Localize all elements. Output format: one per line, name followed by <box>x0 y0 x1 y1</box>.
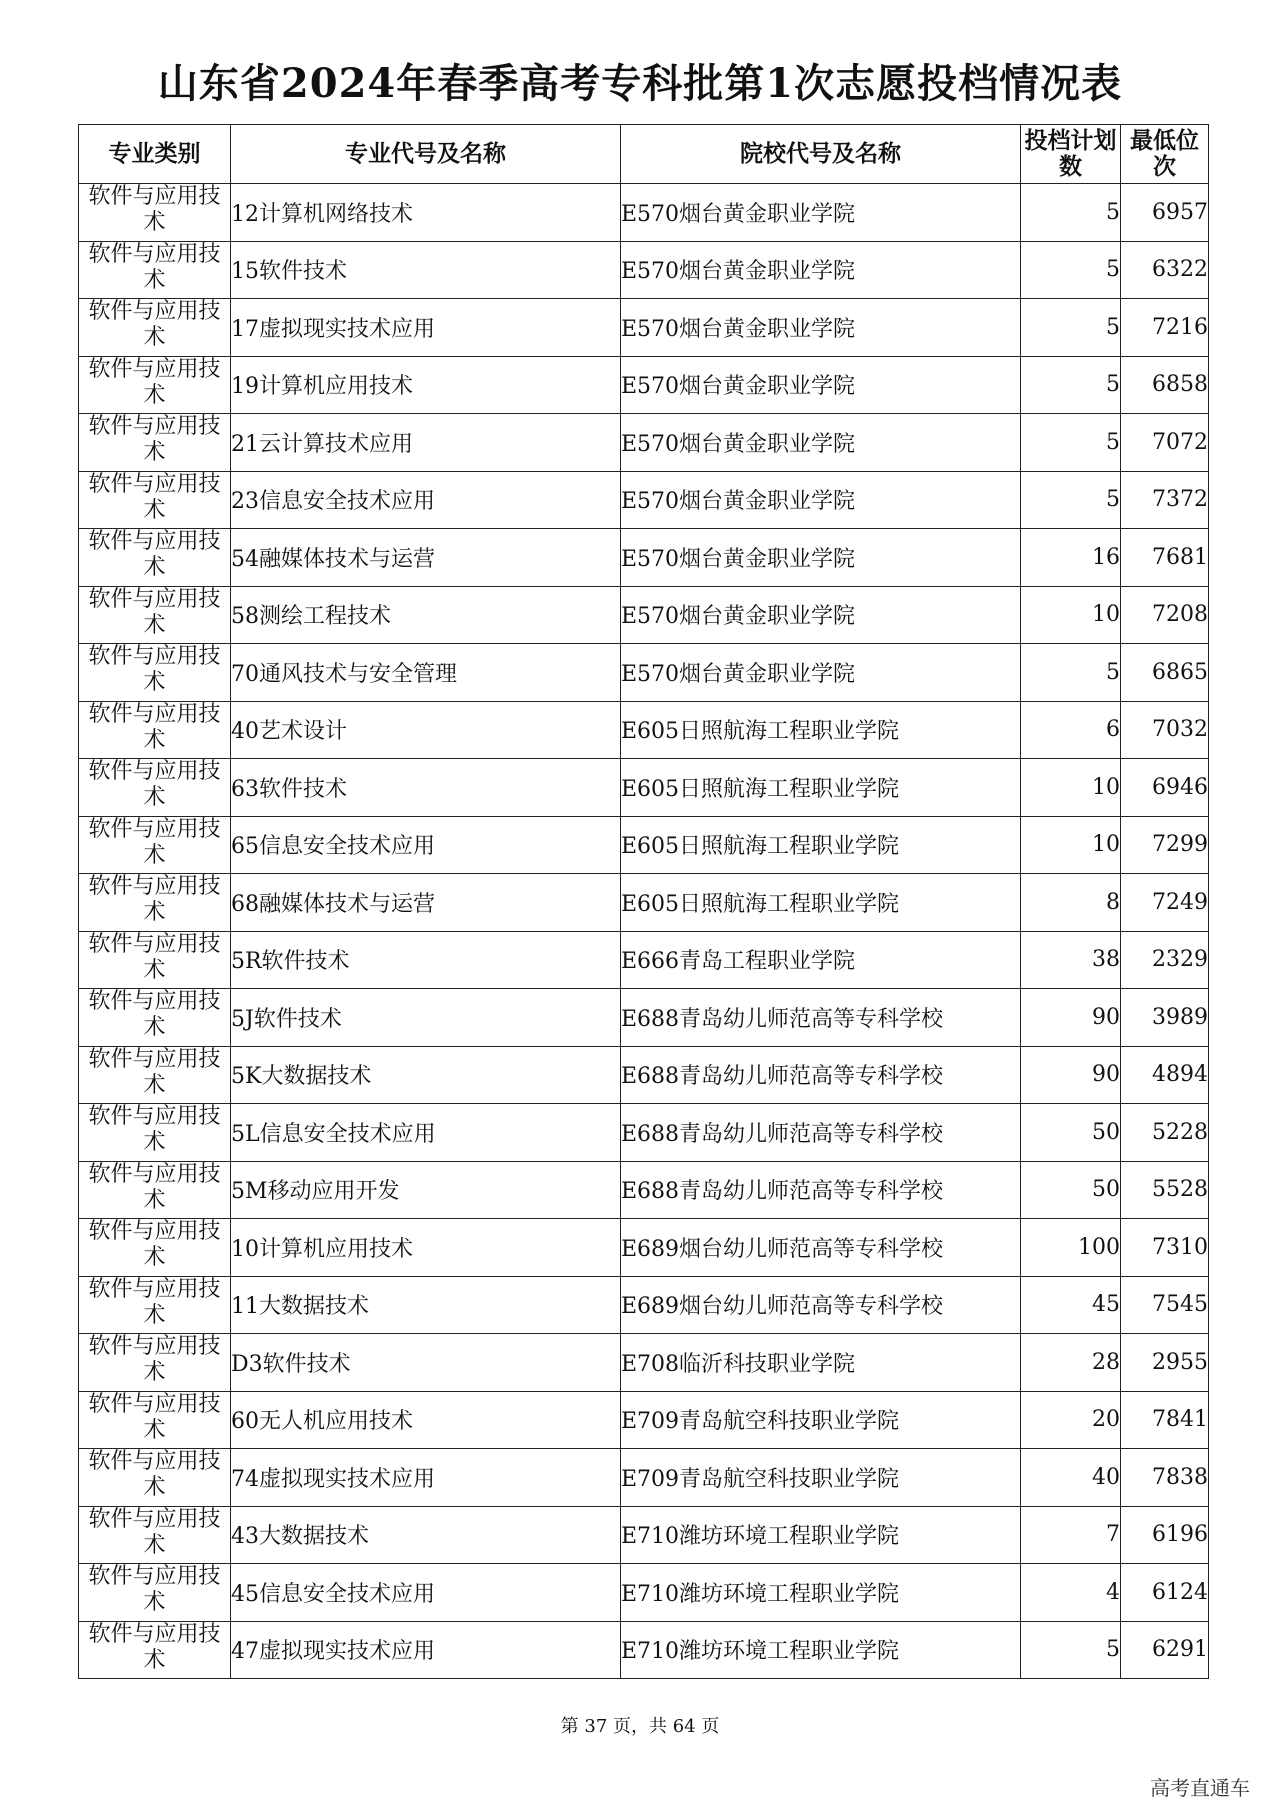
cell-plan: 5 <box>1021 299 1121 357</box>
cell-category: 软件与应用技术 <box>79 1161 231 1219</box>
cell-school: E570烟台黄金职业学院 <box>621 356 1021 414</box>
cell-school: E688青岛幼儿师范高等专科学校 <box>621 1104 1021 1162</box>
cell-min-rank: 6957 <box>1121 184 1209 242</box>
cell-plan: 90 <box>1021 989 1121 1047</box>
cell-category: 软件与应用技术 <box>79 299 231 357</box>
admission-table <box>78 124 1209 1679</box>
cell-school: E688青岛幼儿师范高等专科学校 <box>621 989 1021 1047</box>
cell-school: E709青岛航空科技职业学院 <box>621 1391 1021 1449</box>
cell-category: 软件与应用技术 <box>79 586 231 644</box>
table-row <box>79 1564 1209 1622</box>
cell-plan: 5 <box>1021 241 1121 299</box>
cell-major: 58测绘工程技术 <box>231 586 621 644</box>
table-row <box>79 1621 1209 1679</box>
header-major: 专业代号及名称 <box>231 125 621 184</box>
cell-plan: 10 <box>1021 759 1121 817</box>
cell-plan: 90 <box>1021 1046 1121 1104</box>
cell-major: 63软件技术 <box>231 759 621 817</box>
cell-min-rank: 7838 <box>1121 1449 1209 1507</box>
table-row <box>79 644 1209 702</box>
cell-category: 软件与应用技术 <box>79 989 231 1047</box>
cell-plan: 7 <box>1021 1506 1121 1564</box>
cell-major: 5M移动应用开发 <box>231 1161 621 1219</box>
header-plan: 投档计划数 <box>1021 125 1121 184</box>
cell-plan: 16 <box>1021 529 1121 587</box>
table-header-row <box>79 125 1209 184</box>
cell-major: 74虚拟现实技术应用 <box>231 1449 621 1507</box>
cell-min-rank: 6291 <box>1121 1621 1209 1679</box>
cell-school: E710潍坊环境工程职业学院 <box>621 1621 1021 1679</box>
table-row <box>79 529 1209 587</box>
cell-major: D3软件技术 <box>231 1334 621 1392</box>
table-row <box>79 1219 1209 1277</box>
cell-major: 5L信息安全技术应用 <box>231 1104 621 1162</box>
cell-plan: 4 <box>1021 1564 1121 1622</box>
cell-category: 软件与应用技术 <box>79 471 231 529</box>
cell-category: 软件与应用技术 <box>79 1621 231 1679</box>
cell-category: 软件与应用技术 <box>79 1564 231 1622</box>
cell-school: E709青岛航空科技职业学院 <box>621 1449 1021 1507</box>
cell-school: E570烟台黄金职业学院 <box>621 414 1021 472</box>
cell-min-rank: 7372 <box>1121 471 1209 529</box>
cell-major: 23信息安全技术应用 <box>231 471 621 529</box>
page-title: 山东省2024年春季高考专科批第1次志愿投档情况表 <box>157 60 1123 107</box>
cell-plan: 100 <box>1021 1219 1121 1277</box>
cell-min-rank: 7299 <box>1121 816 1209 874</box>
cell-min-rank: 7249 <box>1121 874 1209 932</box>
cell-major: 5K大数据技术 <box>231 1046 621 1104</box>
table-row <box>79 1161 1209 1219</box>
cell-school: E570烟台黄金职业学院 <box>621 529 1021 587</box>
cell-school: E570烟台黄金职业学院 <box>621 644 1021 702</box>
cell-major: 45信息安全技术应用 <box>231 1564 621 1622</box>
cell-min-rank: 3989 <box>1121 989 1209 1047</box>
cell-school: E689烟台幼儿师范高等专科学校 <box>621 1276 1021 1334</box>
cell-plan: 45 <box>1021 1276 1121 1334</box>
cell-school: E689烟台幼儿师范高等专科学校 <box>621 1219 1021 1277</box>
cell-major: 21云计算技术应用 <box>231 414 621 472</box>
cell-category: 软件与应用技术 <box>79 816 231 874</box>
cell-category: 软件与应用技术 <box>79 931 231 989</box>
cell-min-rank: 7072 <box>1121 414 1209 472</box>
cell-major: 40艺术设计 <box>231 701 621 759</box>
cell-school: E688青岛幼儿师范高等专科学校 <box>621 1161 1021 1219</box>
cell-category: 软件与应用技术 <box>79 1506 231 1564</box>
table-row <box>79 1506 1209 1564</box>
table-row <box>79 299 1209 357</box>
cell-plan: 50 <box>1021 1161 1121 1219</box>
cell-category: 软件与应用技术 <box>79 1391 231 1449</box>
cell-major: 43大数据技术 <box>231 1506 621 1564</box>
cell-category: 软件与应用技术 <box>79 184 231 242</box>
cell-school: E710潍坊环境工程职业学院 <box>621 1506 1021 1564</box>
cell-plan: 28 <box>1021 1334 1121 1392</box>
table-row <box>79 701 1209 759</box>
cell-category: 软件与应用技术 <box>79 1334 231 1392</box>
cell-plan: 5 <box>1021 356 1121 414</box>
cell-min-rank: 7032 <box>1121 701 1209 759</box>
page-footer: 第 37 页，共 64 页 <box>560 1716 720 1737</box>
cell-category: 软件与应用技术 <box>79 701 231 759</box>
cell-min-rank: 7841 <box>1121 1391 1209 1449</box>
cell-category: 软件与应用技术 <box>79 1449 231 1507</box>
cell-plan: 5 <box>1021 184 1121 242</box>
table-body <box>79 184 1209 1679</box>
watermark: 高考直通车 <box>1150 1776 1250 1800</box>
table-row <box>79 1391 1209 1449</box>
cell-min-rank: 4894 <box>1121 1046 1209 1104</box>
cell-plan: 20 <box>1021 1391 1121 1449</box>
cell-plan: 10 <box>1021 586 1121 644</box>
cell-school: E710潍坊环境工程职业学院 <box>621 1564 1021 1622</box>
table-row <box>79 759 1209 817</box>
cell-min-rank: 6196 <box>1121 1506 1209 1564</box>
cell-min-rank: 6124 <box>1121 1564 1209 1622</box>
cell-plan: 5 <box>1021 414 1121 472</box>
table-row <box>79 1046 1209 1104</box>
cell-school: E666青岛工程职业学院 <box>621 931 1021 989</box>
cell-school: E708临沂科技职业学院 <box>621 1334 1021 1392</box>
cell-category: 软件与应用技术 <box>79 1104 231 1162</box>
cell-plan: 5 <box>1021 644 1121 702</box>
cell-category: 软件与应用技术 <box>79 644 231 702</box>
cell-min-rank: 7310 <box>1121 1219 1209 1277</box>
table-row <box>79 874 1209 932</box>
header-min-rank: 最低位次 <box>1121 125 1209 184</box>
cell-school: E688青岛幼儿师范高等专科学校 <box>621 1046 1021 1104</box>
cell-major: 10计算机应用技术 <box>231 1219 621 1277</box>
table-row <box>79 1334 1209 1392</box>
cell-category: 软件与应用技术 <box>79 1276 231 1334</box>
table-row <box>79 184 1209 242</box>
cell-min-rank: 6946 <box>1121 759 1209 817</box>
cell-major: 15软件技术 <box>231 241 621 299</box>
cell-min-rank: 5228 <box>1121 1104 1209 1162</box>
cell-min-rank: 6322 <box>1121 241 1209 299</box>
cell-category: 软件与应用技术 <box>79 1046 231 1104</box>
cell-school: E570烟台黄金职业学院 <box>621 184 1021 242</box>
cell-plan: 40 <box>1021 1449 1121 1507</box>
cell-school: E570烟台黄金职业学院 <box>621 586 1021 644</box>
cell-min-rank: 7216 <box>1121 299 1209 357</box>
cell-major: 5R软件技术 <box>231 931 621 989</box>
cell-major: 11大数据技术 <box>231 1276 621 1334</box>
table-row <box>79 989 1209 1047</box>
cell-school: E605日照航海工程职业学院 <box>621 874 1021 932</box>
header-category: 专业类别 <box>79 125 231 184</box>
cell-category: 软件与应用技术 <box>79 414 231 472</box>
cell-major: 19计算机应用技术 <box>231 356 621 414</box>
cell-min-rank: 7208 <box>1121 586 1209 644</box>
table-row <box>79 1276 1209 1334</box>
cell-category: 软件与应用技术 <box>79 1219 231 1277</box>
table-row <box>79 1104 1209 1162</box>
cell-min-rank: 2955 <box>1121 1334 1209 1392</box>
table-row <box>79 241 1209 299</box>
header-school: 院校代号及名称 <box>621 125 1021 184</box>
cell-min-rank: 7681 <box>1121 529 1209 587</box>
cell-min-rank: 5528 <box>1121 1161 1209 1219</box>
cell-plan: 10 <box>1021 816 1121 874</box>
cell-category: 软件与应用技术 <box>79 874 231 932</box>
cell-category: 软件与应用技术 <box>79 241 231 299</box>
cell-plan: 6 <box>1021 701 1121 759</box>
cell-school: E605日照航海工程职业学院 <box>621 759 1021 817</box>
table-row <box>79 471 1209 529</box>
cell-school: E570烟台黄金职业学院 <box>621 471 1021 529</box>
cell-min-rank: 6865 <box>1121 644 1209 702</box>
cell-plan: 8 <box>1021 874 1121 932</box>
cell-category: 软件与应用技术 <box>79 529 231 587</box>
cell-major: 70通风技术与安全管理 <box>231 644 621 702</box>
cell-major: 12计算机网络技术 <box>231 184 621 242</box>
cell-category: 软件与应用技术 <box>79 759 231 817</box>
table-row <box>79 414 1209 472</box>
table-row <box>79 586 1209 644</box>
cell-major: 65信息安全技术应用 <box>231 816 621 874</box>
cell-major: 60无人机应用技术 <box>231 1391 621 1449</box>
cell-category: 软件与应用技术 <box>79 356 231 414</box>
cell-plan: 50 <box>1021 1104 1121 1162</box>
cell-school: E570烟台黄金职业学院 <box>621 299 1021 357</box>
cell-major: 5J软件技术 <box>231 989 621 1047</box>
table-row <box>79 816 1209 874</box>
cell-school: E570烟台黄金职业学院 <box>621 241 1021 299</box>
cell-major: 17虚拟现实技术应用 <box>231 299 621 357</box>
cell-major: 68融媒体技术与运营 <box>231 874 621 932</box>
cell-plan: 5 <box>1021 471 1121 529</box>
cell-major: 47虚拟现实技术应用 <box>231 1621 621 1679</box>
cell-min-rank: 7545 <box>1121 1276 1209 1334</box>
table-row <box>79 356 1209 414</box>
cell-plan: 5 <box>1021 1621 1121 1679</box>
cell-school: E605日照航海工程职业学院 <box>621 701 1021 759</box>
cell-plan: 38 <box>1021 931 1121 989</box>
table-row <box>79 1449 1209 1507</box>
cell-major: 54融媒体技术与运营 <box>231 529 621 587</box>
cell-min-rank: 6858 <box>1121 356 1209 414</box>
cell-min-rank: 2329 <box>1121 931 1209 989</box>
cell-school: E605日照航海工程职业学院 <box>621 816 1021 874</box>
table-row <box>79 931 1209 989</box>
